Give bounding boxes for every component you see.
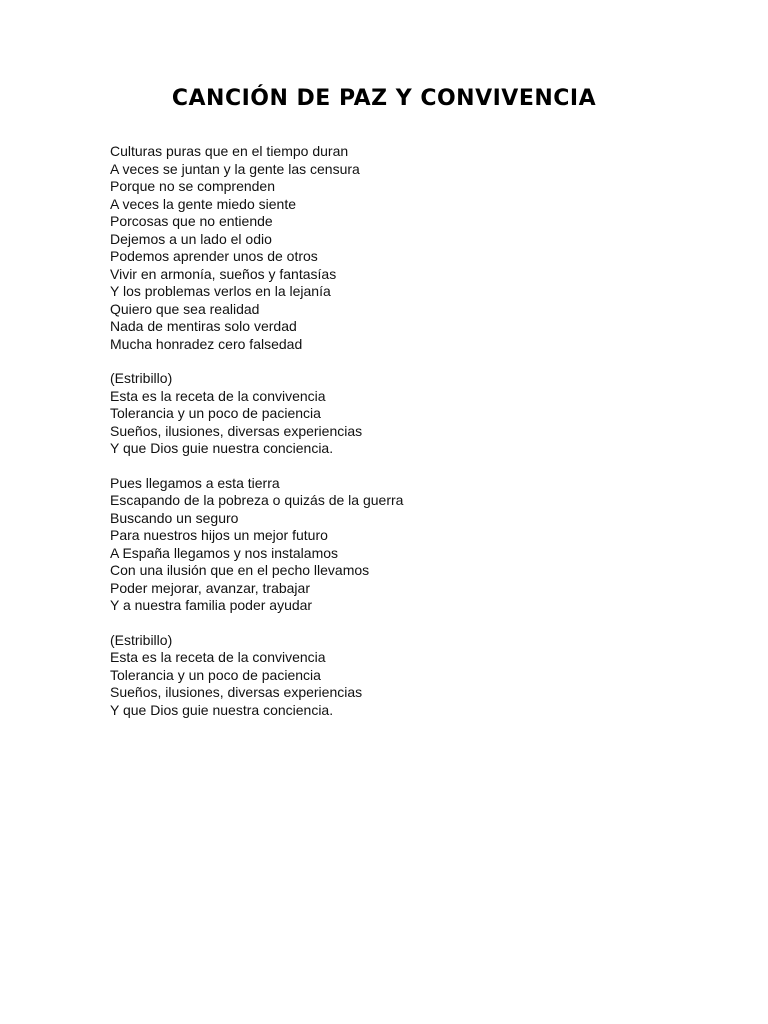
lyric-line: Nada de mentiras solo verdad [110,318,297,334]
lyric-line: Mucha honradez cero falsedad [110,335,303,352]
lyric-line: Porque no se comprenden [110,178,275,194]
lyric-line: Vivir en armonía, sueños y fantasías [110,265,337,282]
lyric-line: (Estribillo) [110,631,173,648]
lyric-line: Para nuestros hijos un mejor futuro [110,527,328,543]
lyric-line: Buscando un seguro [110,509,239,526]
lyric-line: Con una ilusión que en el pecho llevamos [110,562,370,578]
lyric-line: Esta es la receta de la convivencia [110,649,326,665]
lyric-line: A veces la gente miedo siente [110,195,297,212]
song-title: CANCIÓN DE PAZ Y CONVIVENCIA [171,86,597,111]
lyric-line: Y los problemas verlos en la lejanía [110,283,331,299]
lyric-line: Sueños, ilusiones, diversas experiencias [110,422,363,439]
stanza [110,370,670,458]
stanza [110,475,670,615]
lyric-line: Esta es la receta de la convivencia [110,387,326,404]
lyric-line: Quiero que sea realidad [110,300,260,317]
lyric-line: Culturas puras que en el tiempo duran [110,143,349,159]
lyric-line: Y que Dios guie nuestra conciencia. [110,701,334,718]
lyric-line: Tolerancia y un poco de paciencia [110,405,321,421]
lyric-line: Poder mejorar, avanzar, trabajar [110,579,310,596]
stanza [110,632,670,720]
lyric-line: Porcosas que no entiende [110,213,273,229]
lyric-line: Pues llegamos a esta tierra [110,474,280,491]
lyric-line: (Estribillo) [110,370,173,386]
lyric-line: A veces se juntan y la gente las censura [110,160,360,177]
lyric-line: A España llegamos y nos instalamos [110,544,339,561]
stanza [110,143,670,353]
lyric-line: Tolerancia y un poco de paciencia [110,666,321,683]
lyric-line: Podemos aprender unos de otros [110,248,318,264]
lyric-line: Sueños, ilusiones, diversas experiencias [110,684,363,700]
lyric-line: Y a nuestra familia poder ayudar [110,597,313,613]
lyric-line: Dejemos a un lado el odio [110,230,272,247]
song-lyrics [110,143,670,736]
lyric-line: Escapando de la pobreza o quizás de la guerra [110,492,404,508]
lyric-line: Y que Dios guie nuestra conciencia. [110,440,334,456]
